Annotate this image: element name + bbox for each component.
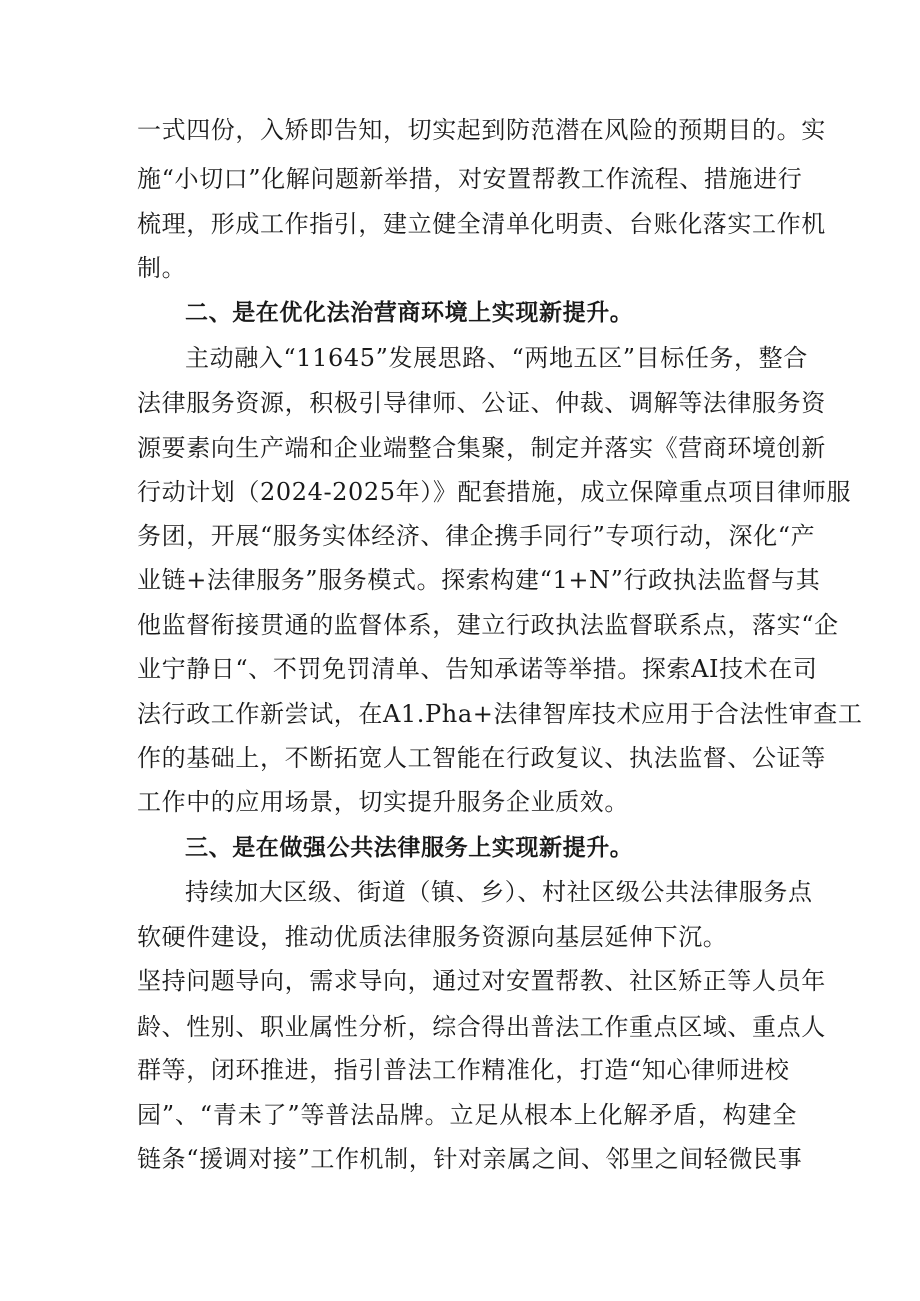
body-line: 制。 xyxy=(137,254,187,282)
body-line: 链条“援调对接”工作机制，针对亲属之间、邻里之间轻微民事 xyxy=(137,1145,803,1173)
section-heading: 三、是在做强公共法律服务上实现新提升。 xyxy=(185,835,634,861)
body-line: 务团，开展“服务实体经济、律企携手同行”专项行动，深化“产 xyxy=(137,522,816,550)
body-line: 他监督衔接贯通的监督体系，建立行政执法监督联系点，落实“企 xyxy=(137,611,839,639)
section-heading: 二、是在优化法治营商环境上实现新提升。 xyxy=(185,300,634,326)
body-line: 工作中的应用场景，切实提升服务企业质效。 xyxy=(137,788,629,816)
body-line: 法律服务资源，积极引导律师、公证、仲裁、调解等法律服务资 xyxy=(137,389,826,417)
body-line: 行动计划（2024-2025年）》配套措施，成立保障重点项目律师服 xyxy=(137,478,852,506)
body-line: 坚持问题导向，需求导向，通过对安置帮教、社区矫正等人员年 xyxy=(137,967,826,995)
body-line: 法行政工作新尝试，在A1.Pha+法律智库技术应用于合法性审查工 xyxy=(137,700,863,728)
body-line: 持续加大区级、街道（镇、乡）、村社区级公共法律服务点 xyxy=(185,878,813,906)
body-line: 一式四份，入矫即告知，切实起到防范潜在风险的预期目的。实 xyxy=(137,116,826,144)
body-line: 主动融入“11645”发展思路、“两地五区”目标任务，整合 xyxy=(185,344,808,372)
body-line: 园”、“青未了”等普法品牌。立足从根本上化解矛盾，构建全 xyxy=(137,1101,797,1129)
body-line: 软硬件建设，推动优质法律服务资源向基层延伸下沉。 xyxy=(137,923,728,951)
body-line: 群等，闭环推进，指引普法工作精准化，打造“知心律师进校 xyxy=(137,1056,790,1084)
body-line: 梳理，形成工作指引，建立健全清单化明责、台账化落实工作机 xyxy=(137,210,826,238)
body-line: 龄、性别、职业属性分析，综合得出普法工作重点区域、重点人 xyxy=(137,1013,826,1041)
body-line: 业链+法律服务”服务模式。探索构建“1+N”行政执法监督与其 xyxy=(137,566,821,594)
body-line: 业宁静日“、不罚免罚清单、告知承诺等举措。探索AI技术在司 xyxy=(137,655,818,683)
body-line: 作的基础上，不断拓宽人工智能在行政复议、执法监督、公证等 xyxy=(137,744,826,772)
body-line: 施“小切口”化解问题新举措，对安置帮教工作流程、措施进行 xyxy=(137,165,803,193)
body-line: 源要素向生产端和企业端整合集聚，制定并落实《营商环境创新 xyxy=(137,434,826,462)
